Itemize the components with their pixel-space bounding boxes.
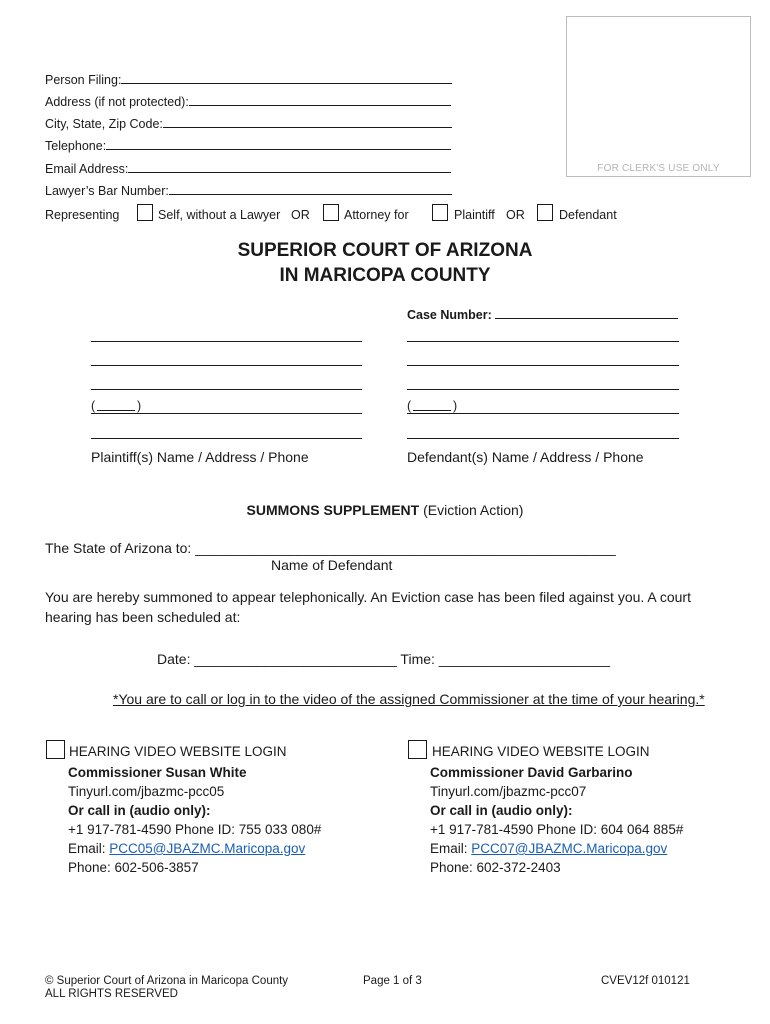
court-title-line1: SUPERIOR COURT OF ARIZONA [237, 240, 533, 261]
commissioner-1-call-label: Or call in (audio only): [68, 803, 211, 818]
court-title-line2: IN MARICOPA COUNTY [279, 265, 491, 286]
state-to-line: The State of Arizona to: ______________________________________________________ [45, 540, 616, 556]
commissioner-1-phone: Phone: 602-506-3857 [68, 860, 199, 875]
summons-title-rest: (Eviction Action) [423, 502, 524, 518]
commissioner-2-checkbox[interactable] [408, 740, 427, 759]
or-label-2: OR [506, 208, 525, 222]
attorney-label: Attorney for [344, 208, 409, 222]
telephone-label: Telephone: [45, 139, 107, 153]
plaintiff-checkbox[interactable] [432, 204, 448, 221]
commissioner-1-email-label: Email: [68, 841, 106, 856]
self-checkbox[interactable] [137, 204, 153, 221]
summons-title [0, 502, 770, 518]
case-number-label: Case Number: [407, 308, 492, 322]
plaintiff-label: Plaintiff(s) Name / Address / Phone [91, 449, 309, 465]
plaintiff-rep-label: Plaintiff [454, 208, 495, 222]
defendant-checkbox[interactable] [537, 204, 553, 221]
plaintiff-line-2[interactable] [91, 365, 362, 366]
telephone-input[interactable] [106, 136, 451, 150]
bar-number-field [45, 181, 452, 198]
bar-number-label: Lawyer’s Bar Number: [45, 184, 169, 198]
plaintiff-line-5[interactable] [91, 438, 362, 439]
defendant-phone-line[interactable] [407, 413, 679, 414]
representing-label: Representing [45, 208, 120, 222]
name-of-defendant-label: Name of Defendant [271, 557, 393, 573]
summons-paragraph-line2: hearing has been scheduled at: [45, 609, 241, 625]
commissioner-2-name: Commissioner David Garbarino [430, 765, 633, 780]
commissioner-1-name: Commissioner Susan White [68, 765, 247, 780]
email-field [45, 159, 451, 176]
or-label-1: OR [291, 208, 310, 222]
footer-page-number: Page 1 of 3 [363, 975, 422, 987]
clerk-use-label: FOR CLERK'S USE ONLY [597, 163, 720, 174]
footer-form-code: CVEV12f 010121 [601, 975, 690, 987]
bar-number-input[interactable] [169, 181, 452, 195]
city-state-zip-input[interactable] [163, 114, 452, 128]
defendant-area-code-open: ( [407, 399, 412, 413]
case-number-input[interactable] [495, 305, 678, 319]
commissioner-1-url[interactable]: Tinyurl.com/jbazmc-pcc05 [68, 784, 225, 799]
commissioner-2-phone: Phone: 602-372-2403 [430, 860, 561, 875]
summons-title-bold: SUMMONS SUPPLEMENT [246, 502, 420, 518]
defendant-area-code-close: ) [453, 399, 458, 413]
footer-copyright: © Superior Court of Arizona in Maricopa County [45, 975, 289, 987]
defendant-rep-label: Defendant [559, 208, 617, 222]
attorney-checkbox[interactable] [323, 204, 339, 221]
defendant-line-2[interactable] [407, 365, 679, 366]
defendant-line-3[interactable] [407, 389, 679, 390]
defendant-line-5[interactable] [407, 438, 679, 439]
address-label: Address (if not protected): [45, 95, 189, 109]
commissioner-1-email-row [68, 839, 305, 858]
city-state-zip-field [45, 114, 452, 131]
hearing-notice: *You are to call or log in to the video of the assigned Commissioner at the time of your hearing.* [113, 691, 705, 707]
city-state-zip-label: City, State, Zip Code: [45, 117, 163, 131]
email-label: Email Address: [45, 162, 129, 176]
commissioner-1-checkbox[interactable] [46, 740, 65, 759]
self-label: Self, without a Lawyer [158, 208, 281, 222]
commissioner-2-email-link[interactable]: PCC07@JBAZMC.Maricopa.gov [471, 841, 668, 856]
commissioner-1-email-link[interactable]: PCC05@JBAZMC.Maricopa.gov [109, 841, 306, 856]
clerk-use-box [566, 16, 751, 177]
plaintiff-area-code-line[interactable] [97, 410, 135, 411]
address-input[interactable] [189, 92, 451, 106]
defendant-line-1[interactable] [407, 341, 679, 342]
plaintiff-area-code-close: ) [137, 399, 142, 413]
commissioner-1-heading: HEARING VIDEO WEBSITE LOGIN [69, 744, 287, 759]
telephone-field [45, 136, 451, 153]
commissioner-2-call-label: Or call in (audio only): [430, 803, 573, 818]
person-filing-input[interactable] [121, 70, 452, 84]
summons-paragraph-line1: You are hereby summoned to appear telephonically. An Eviction case has been filed against you. A court [45, 589, 691, 605]
commissioner-2-email-row [430, 839, 667, 858]
plaintiff-area-code-open: ( [91, 399, 96, 413]
plaintiff-line-1[interactable] [91, 341, 362, 342]
footer-rights: ALL RIGHTS RESERVED [45, 988, 178, 1000]
date-time-line: Date: __________________________ Time: ______________________ [157, 651, 611, 667]
case-number-field [407, 305, 678, 322]
commissioner-2-phone-id: +1 917-781-4590 Phone ID: 604 064 885# [430, 822, 684, 837]
email-input[interactable] [128, 159, 451, 173]
plaintiff-phone-line[interactable] [91, 413, 362, 414]
commissioner-2-heading: HEARING VIDEO WEBSITE LOGIN [432, 744, 650, 759]
person-filing-label: Person Filing: [45, 73, 122, 87]
commissioner-2-url[interactable]: Tinyurl.com/jbazmc-pcc07 [430, 784, 587, 799]
person-filing-field [45, 70, 452, 87]
address-field [45, 92, 451, 109]
commissioner-2-email-label: Email: [430, 841, 468, 856]
defendant-area-code-line[interactable] [413, 410, 451, 411]
commissioner-1-phone-id: +1 917-781-4590 Phone ID: 755 033 080# [68, 822, 322, 837]
plaintiff-line-3[interactable] [91, 389, 362, 390]
defendant-label: Defendant(s) Name / Address / Phone [407, 449, 644, 465]
